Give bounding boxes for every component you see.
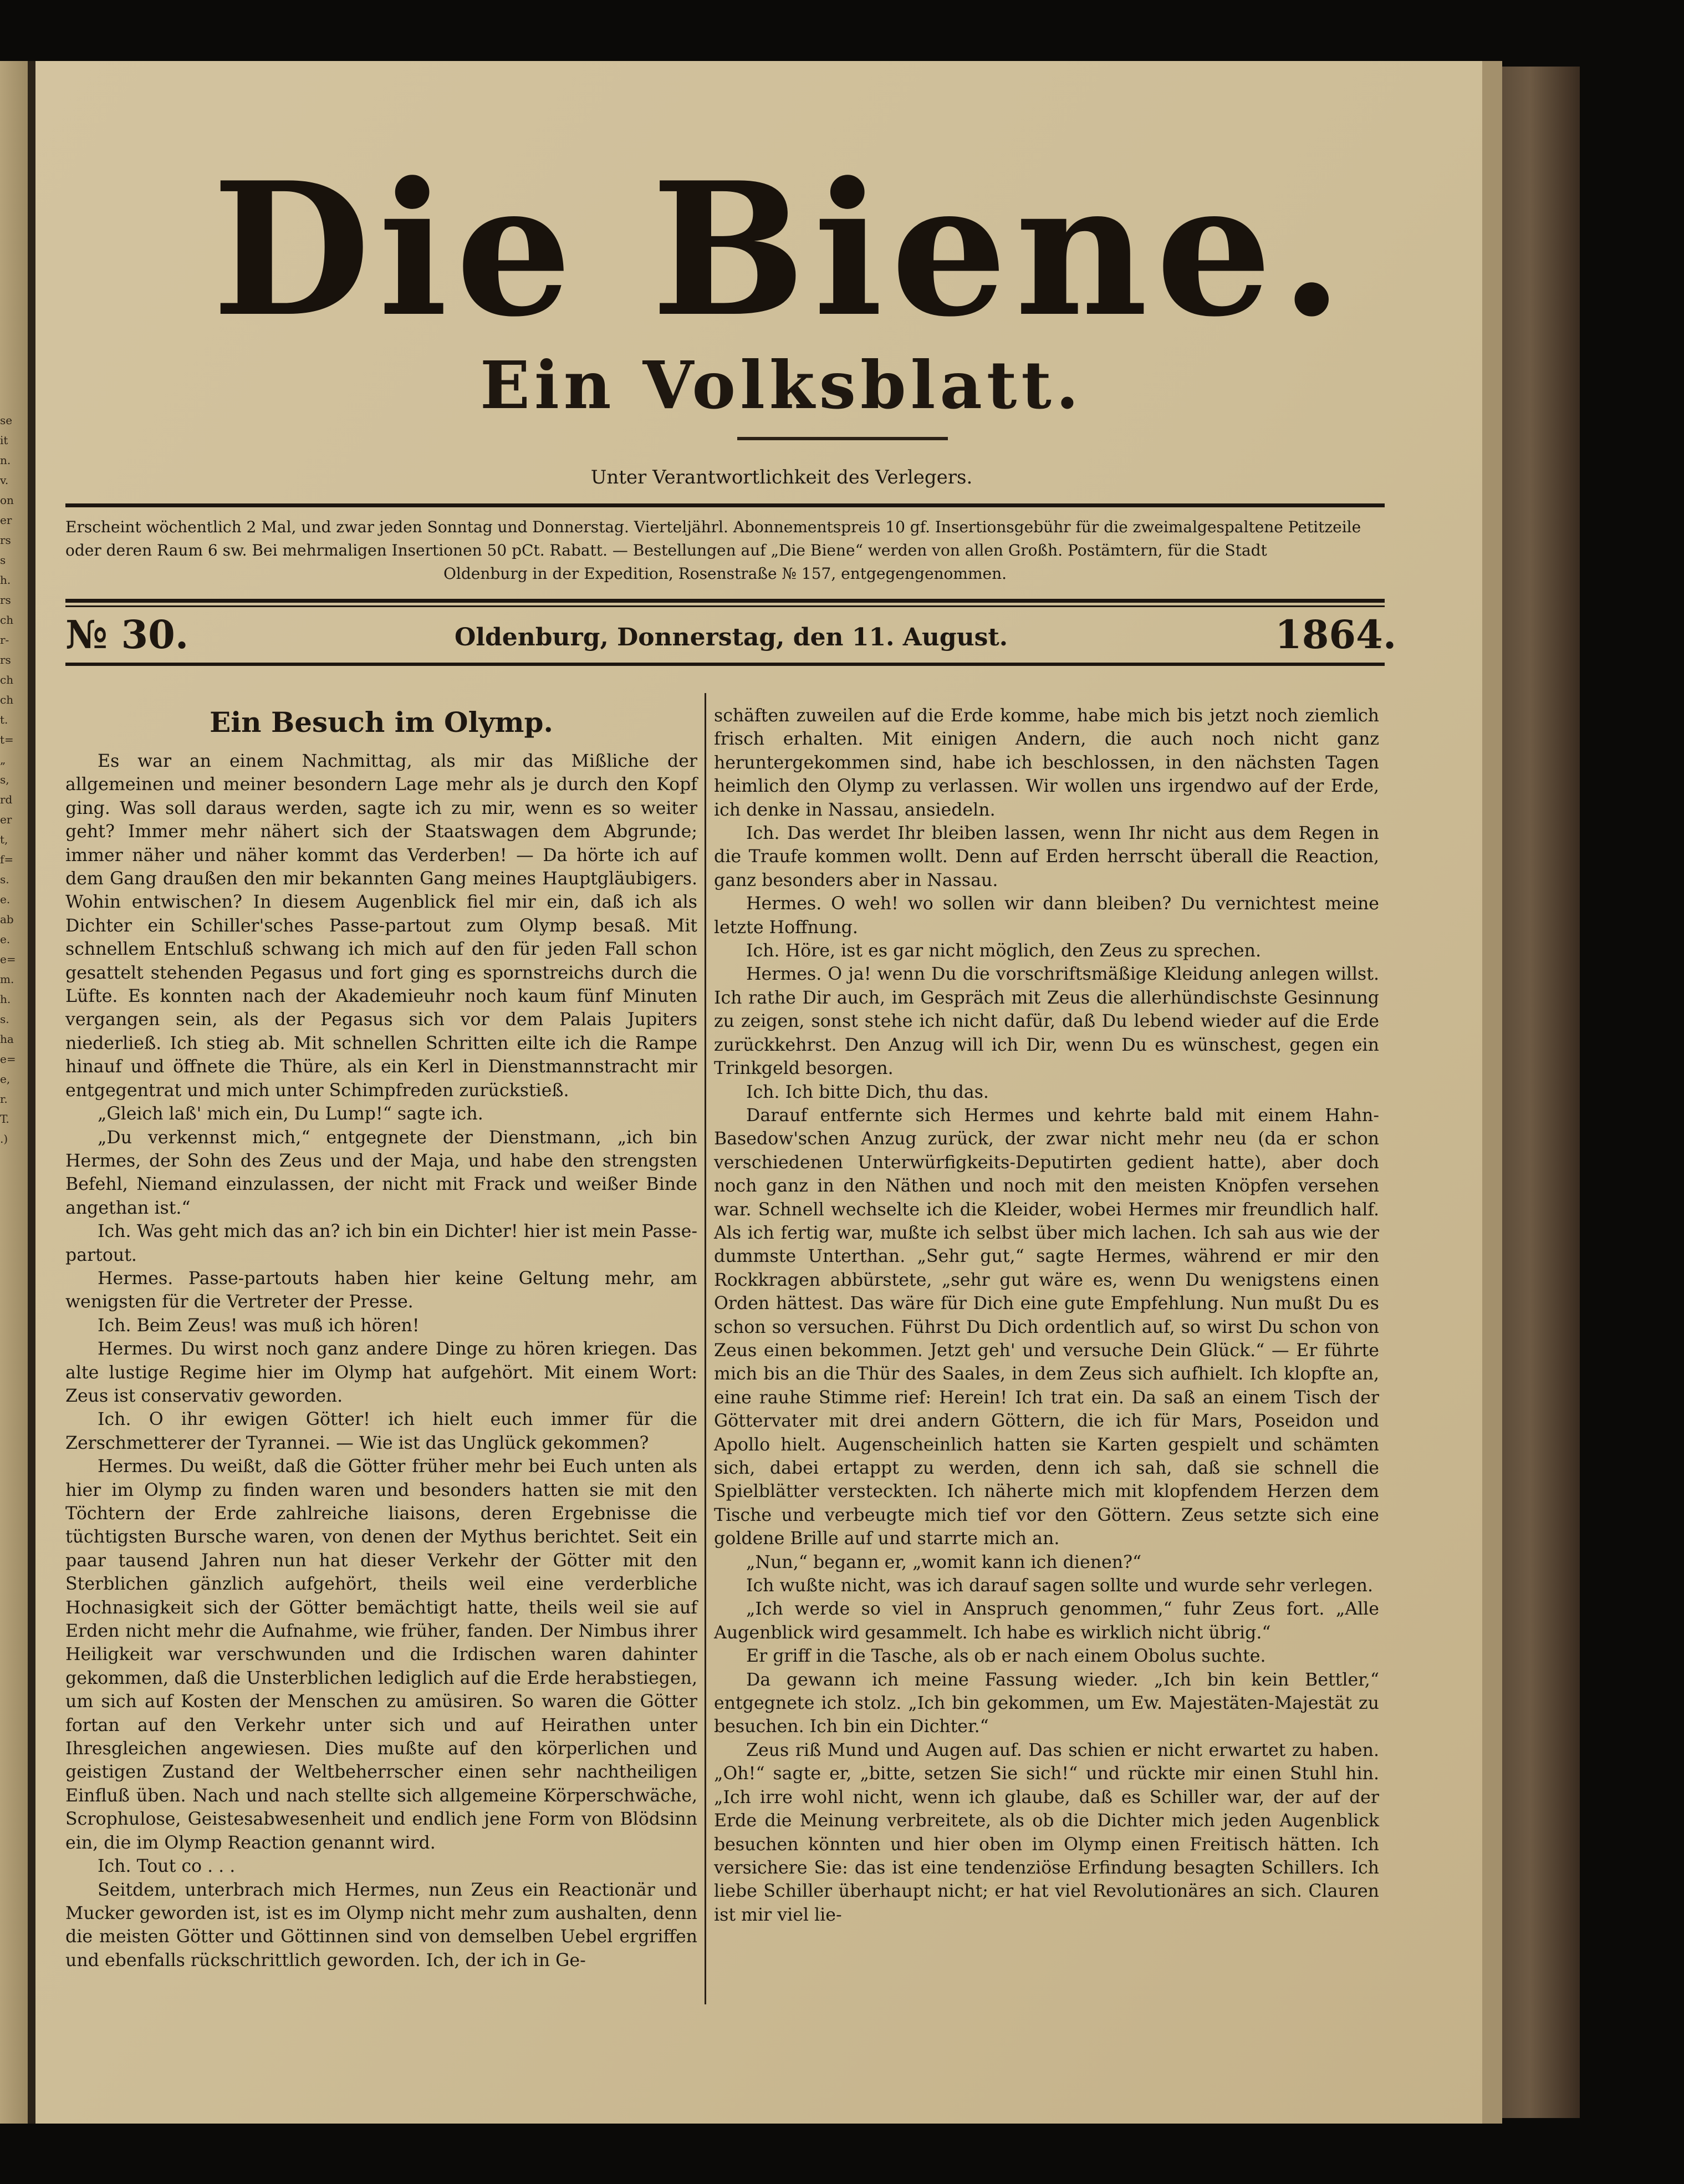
paragraph: Zeus riß Mund und Augen auf. Das schien er nicht erwartet zu haben. „Oh!“ sagte er, „bitte, setzen Sie sich!“ und rückte mir einen Stuhl hin. „Ich irre wohl nicht, wenn ich glaube, daß es Schiller war, der auf der Erde die Meinung verbreitete, als ob die Dichter mich jeden Augenblick besuchen könnten und hier oben im Olymp einen Freitisch hätten. Ich versichere Sie: das ist eine tendenziöse Erfindung besagten Schillers. Ich liebe Schiller überhaupt nicht; er hat viel Revolutionäres an sich. Clauren ist mir viel lie- [714,1740,1379,1925]
paragraph: Hermes. O weh! wo sollen wir dann bleiben? Du vernichtest meine letzte Hoffnung. [714,894,1379,938]
paragraph: Hermes. Passe-partouts haben hier keine Geltung mehr, am wenigsten für die Vertreter der Presse. [65,1268,697,1312]
paragraph: Ich. Höre, ist es gar nicht möglich, den Zeus zu sprechen. [746,941,1262,961]
paragraph: Hermes. Du weißt, daß die Götter früher mehr bei Euch unten als hier im Olymp zu finden waren und besonders hatten sie mit den Töchtern der Erde zahlreiche liaisons, deren Ergebnisse die tüchtigsten Bursche waren, von denen der Mythus berichtet. Seit ein paar tausend Jahren nun hat dieser Verkehr der Götter mit den Sterblichen gänzlich aufgehört, theils weil eine verderbliche Hochnasigkeit sich der Götter bemächtigt hatte, theils weil sie auf Erden nicht mehr die Aufnahme, wie früher, fanden. Der Nimbus ihrer Heiligkeit war verschwunden und die Irdischen waren dahinter gekommen, daß die Unsterblichen lediglich auf die Erde herabstiegen, um sich auf Kosten der Menschen zu amüsiren. So waren die Götter fortan auf den Verkehr unter sich und auf Heirathen unter Ihresgleichen angewiesen. Dies mußte auf den körperlichen und geistigen Zustand der Weltbeherrscher einen sehr nachtheiligen Einfluß üben. Nach und nach stellte sich allgemeine Körperschwäche, Scrophulose, Geistesabwesenheit und endlich jene Form von Blödsinn ein, die im Olymp Reaction genannt wird. [65,1457,697,1853]
margin-fragment: h. [0,992,11,1006]
book-spine-edge [1497,67,1580,2118]
issue-year: 1864. [1275,612,1397,658]
margin-fragment: t. [0,713,8,726]
paragraph: Er griff in die Tasche, als ob er nach einem Obolus suchte. [746,1646,1266,1667]
subscription-terms [65,516,1385,586]
margin-fragment: rs [0,653,11,666]
paragraph: schäften zuweilen auf die Erde komme, habe mich bis jetzt noch ziemlich frisch erhalten. Mit einigen Andern, die auch noch nicht ganz heruntergekommen sind, habe ich beschlossen, in den nächsten Tagen heimlich den Olymp zu verlassen. Wir wollen uns irgendwo auf der Erde, ich denke in Nassau, ansiedeln. [714,706,1379,820]
header-rule-mid-2 [65,605,1385,607]
margin-fragment: ch [0,673,14,686]
paragraph: Hermes. Du wirst noch ganz andere Dinge zu hören kriegen. Das alte lustige Regime hier im Olymp hat aufgehört. Mit einem Wort: Zeus ist conservativ geworden. [65,1339,697,1406]
margin-fragment: h. [0,573,11,587]
column-divider [705,693,706,2004]
terms-line: Erscheint wöchentlich 2 Mal, und zwar jeden Sonntag und Donnerstag. Vierteljährl. Abonnementspreis 10 gf. Insertionsgebühr für die zweimalgespaltene Petitzeile [65,518,1361,536]
header-rule-bottom [65,663,1385,666]
paragraph: Ich. Ich bitte Dich, thu das. [746,1082,989,1102]
margin-fragment: .) [0,1132,8,1146]
margin-fragment: ha [0,1032,14,1046]
paragraph: Es war an einem Nachmittag, als mir das Mißliche der allgemeinen und meiner besondern Lage mehr als je durch den Kopf ging. Was soll daraus werden, sagte ich zu mir, wenn es so weiter geht? Immer mehr nähert sich der Staatswagen dem Abgrunde; immer näher und näher kommt das Verderben! — Da hörte ich auf dem Gang draußen den mir bekannten Gang meines Hauptgläubigers. Wohin entwischen? In diesem Augenblick fiel mir ein, daß ich als Dichter ein Schiller'sches Passe-partout zum Olymp besaß. Mit schnellem Entschluß schwang ich mich auf den für jeden Fall schon gesattelt stehenden Pegasus und fort ging es spornstreichs durch die Lüfte. Es konnten nach der Akademieuhr noch kaum fünf Minuten vergangen sein, als der Pegasus sich vor dem Palais Jupiters niederließ. Ich stieg ab. Mit schnellen Schritten eilte ich die Rampe hinauf und öffnete die Thüre, als ein Kerl in Dienstmannstracht mir entgegentrat und mich unter Schimpfreden zurückstieß. [65,751,697,1101]
margin-fragment: r- [0,633,9,646]
margin-fragment: se [0,414,13,427]
paragraph: Seitdem, unterbrach mich Hermes, nun Zeus ein Reactionär und Mucker geworden ist, ist es im Olymp nicht mehr zum aushalten, denn die meisten Götter und Göttinnen sind von demselben Uebel ergriffen und ebenfalls rückschrittlich geworden. Ich, der ich in Ge- [65,1880,697,1971]
article-column-right [714,704,1379,1927]
paragraph: Ich wußte nicht, was ich darauf sagen sollte und wurde sehr verlegen. [746,1576,1374,1596]
margin-fragment: t, [0,833,8,846]
margin-fragment: s [0,553,6,567]
margin-fragment: ch [0,693,14,706]
margin-fragment: e. [0,893,11,906]
margin-fragment: e= [0,1052,16,1066]
paragraph: „Du verkennst mich,“ entgegnete der Dienstmann, „ich bin Hermes, der Sohn des Zeus und der Maja, und habe den strengsten Befehl, Niemand einzulassen, der nicht mit Frack und weißer Binde angethan ist.“ [65,1127,697,1218]
margin-fragment: ab [0,913,14,926]
paragraph: Ich. O ihr ewigen Götter! ich hielt euch immer für die Zerschmetterer der Tyrannei. — Wie ist das Unglück gekommen? [65,1409,697,1453]
swash-ornament [737,437,948,440]
issue-number: № 30. [65,612,189,658]
newspaper-subtitle: Ein Volksblatt. [480,347,1083,424]
paragraph: Ich. Das werdet Ihr bleiben lassen, wenn Ihr nicht aus dem Regen in die Traufe kommen wollt. Denn auf Erden herrscht überall die Reaction, ganz besonders aber in Nassau. [714,823,1379,890]
publisher-responsibility: Unter Verantwortlichkeit des Verlegers. [590,466,973,488]
paragraph: „Ich werde so viel in Anspruch genommen,“ fuhr Zeus fort. „Alle Augenblick wird gesammelt. Ich habe es wirklich nicht übrig.“ [714,1599,1379,1643]
margin-fragment: e. [0,933,11,946]
margin-fragment: s, [0,773,9,786]
margin-fragment: „ [0,753,6,766]
margin-fragment: r. [0,1092,8,1106]
paragraph: „Gleich laß' mich ein, Du Lump!“ sagte ich. [98,1104,483,1124]
margin-fragment: er [0,813,12,826]
article-title: Ein Besuch im Olymp. [210,706,553,739]
margin-fragment: e= [0,953,16,966]
article-column-left [65,704,697,1972]
margin-fragment: ch [0,613,14,627]
margin-fragment: rs [0,533,11,547]
paragraph: Ich. Was geht mich das an? ich bin ein Dichter! hier ist mein Passe-partout. [65,1221,697,1265]
margin-fragment: s. [0,873,9,886]
margin-fragment: rs [0,593,11,607]
margin-fragment: e, [0,1072,11,1086]
terms-line: Oldenburg in der Expedition, Rosenstraße № 157, entgegengenommen. [443,564,1007,583]
paragraph: Darauf entfernte sich Hermes und kehrte bald mit einem Hahn-Basedow'schen Anzug zurück, der zwar nicht mehr neu (da er schon verschiedenen Unterwürfigkeits-Deputirten gedient hatte), aber doch noch ganz in den Näthen und noch mit den meisten Knöpfen versehen war. Schnell wechselte ich die Kleider, wobei Hermes mir freundlich half. Als ich fertig war, mußte ich selbst über mich lachen. Ich sah aus wie der dummste Unterthan. „Sehr gut,“ sagte Hermes, während er mir den Rockkragen abbürstete, „sehr gut wäre es, wenn Du wenigstens einen Orden hättest. Das wäre für Dich eine gute Empfehlung. Nun mußt Du es schon so versuchen. Führst Du Dich ordentlich auf, so wirst Du schon von Zeus einen bekommen. Jetzt geh' und versuche Dein Glück.“ — Er führte mich bis an die Thür des Saales, in dem Zeus sich aufhielt. Ich klopfte an, eine rauhe Stimme rief: Herein! Ich trat ein. Da saß an einem Tisch der Göttervater mit drei andern Göttern, die ich für Mars, Poseidon und Apollo hielt. Augenscheinlich hatten sie Karten gespielt und schämten sich, dabei ertappt zu werden, denn ich sah, daß sie schnell die Spielblätter versteckten. Ich näherte mich mit klopfendem Herzen dem Tische und verbeugte mich tief vor den Göttern. Zeus setzte sich eine goldene Brille auf und starrte mich an. [714,1105,1379,1549]
margin-fragment: on [0,493,14,507]
margin-fragment: t= [0,733,14,746]
margin-fragment: m. [0,973,14,986]
margin-fragment: it [0,434,8,447]
margin-fragment: s. [0,1012,9,1026]
paragraph: „Nun,“ begann er, „womit kann ich dienen?“ [746,1552,1142,1572]
margin-fragment: n. [0,454,11,467]
margin-fragment: T. [0,1112,9,1126]
adjacent-page-text-fragments [0,410,16,1149]
newspaper-title: Die Biene. [212,142,1351,357]
margin-fragment: v. [0,474,9,487]
terms-line: oder deren Raum 6 sw. Bei mehrmaligen Insertionen 50 pCt. Rabatt. — Bestellungen auf „Die Biene“ werden von allen Großh. Postämtern, für die Stadt [65,541,1267,559]
paragraph: Ich. Tout co . . . [98,1856,236,1877]
issue-place-date: Oldenburg, Donnerstag, den 11. August. [455,623,1008,651]
margin-fragment: er [0,513,12,527]
paragraph: Da gewann ich meine Fassung wieder. „Ich bin kein Bettler,“ entgegnete ich stolz. „Ich bin gekommen, um Ew. Majestäten-Majestät zu besuchen. Ich bin ein Dichter.“ [714,1669,1379,1737]
margin-fragment: f= [0,853,14,866]
margin-fragment: rd [0,793,13,806]
paragraph: Hermes. O ja! wenn Du die vorschriftsmäßige Kleidung anlegen willst. Ich rathe Dir auch, im Gespräch mit Zeus die allerhündischste Gesinnung zu zeigen, sonst stehe ich nicht dafür, daß Du lebend wieder auf die Erde zurückkehrst. Den Anzug will ich Dir, wenn Du es wünschest, gegen ein Trinkgeld besorgen. [714,964,1379,1079]
paragraph: Ich. Beim Zeus! was muß ich hören! [98,1315,420,1336]
header-rule-top [65,503,1385,507]
header-rule-mid-1 [65,599,1385,603]
